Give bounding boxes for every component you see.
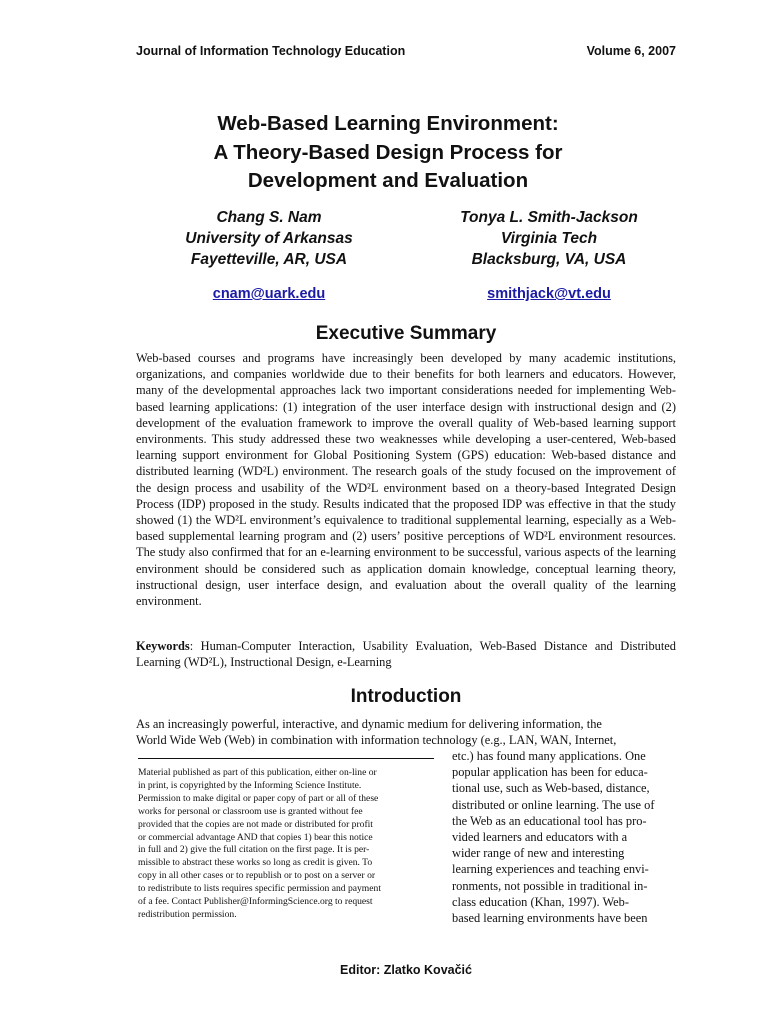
introduction-column [452, 748, 680, 926]
copyright-line: Permission to make digital or paper copy of part or all of these [138, 792, 379, 804]
author-name: Chang S. Nam [216, 209, 322, 226]
title-line: A Theory-Based Design Process for [213, 140, 563, 164]
author-affiliation: University of Arkansas [185, 230, 353, 247]
text-line: based learning environments have been [452, 911, 648, 926]
text-line: wider range of new and interesting [452, 846, 625, 861]
text-line: tional use, such as Web-based, distance, [452, 781, 650, 796]
editor-footer: Editor: Zlatko Kovačić [340, 963, 472, 977]
text-line: distributed or online learning. The use of [452, 797, 655, 812]
executive-summary-heading: Executive Summary [315, 323, 497, 344]
copyright-line: works for personal or classroom use is granted without fee [138, 805, 363, 817]
title-line: Web-Based Learning Environment: [217, 112, 559, 135]
copyright-line: missible to abstract these works so long as credit is given. To [138, 857, 373, 869]
introduction-opening [136, 716, 676, 748]
text-line: World Wide Web (Web) in combination with information technology (e.g., LAN, WAN, Internet, [136, 733, 617, 748]
text-line: the Web as an educational tool has pro- [452, 813, 647, 828]
copyright-line: in print, is copyrighted by the Informing Science Institute. [138, 779, 362, 791]
author-email-link-1[interactable]: cnam@uark.edu [212, 286, 326, 302]
copyright-line: redistribution permission. [138, 908, 237, 920]
journal-name: Journal of Information Technology Education [136, 44, 406, 58]
keywords-label: Keywords [136, 639, 190, 653]
keywords-text: : Human-Computer Interaction, Usability Evaluation, Web-Based Distance and Distributed Learning (WD²L), Instructional Design, e-Learning [136, 639, 676, 670]
author-affiliation: Virginia Tech [500, 230, 598, 247]
author-name: Tonya L. Smith-Jackson [460, 209, 638, 226]
text-line: vided learners and educators with a [452, 830, 628, 845]
copyright-line: or commercial advantage AND that copies 1) bear this notice [138, 831, 373, 843]
text-line: ronments, not possible in traditional in- [452, 878, 648, 893]
executive-summary-body: Web-based courses and programs have increasingly been developed by many academic institutions, organizations, and companies worldwide due to their benefits for both learners and educators. However, many of the developmental approaches lack two important considerations needed for implementing Web-based learning applications: (1) integration of the user interface design with instructional design and (2) development of the evaluation framework to improve the overall quality of Web-based learning support environments. This study addressed these two weaknesses while developing a user-centered, Web-based learning support environment for Global Positioning System (GPS) education: Web-based distance and distributed learning (WD²L) environment. The research goals of the study focused on the improvement of the design process and usability of the WD²L environment based on a theory-based Integrated Design Process (IDP) proposed in the study. Results indicated that the proposed IDP was effective in that the study showed (1) the WD²L environment’s equivalence to traditional supplemental learning, especially as a Web-based supplemental learning program and (2) users’ positive perceptions of WD²L environment resources. The study also confirmed that for an e-learning environment to be successful, various aspects of the learning environment should be considered such as application domain knowledge, conceptual learning theory, instructional design, user interface design, and evaluation about the overall quality of the learning environment. [136, 351, 676, 609]
text-line: As an increasingly powerful, interactive, and dynamic medium for delivering information, the [136, 717, 602, 731]
author-block-1 [134, 207, 404, 270]
author-location: Fayetteville, AR, USA [190, 251, 348, 268]
copyright-line: to redistribute to lists requires specific permission and payment [138, 883, 381, 895]
paper-title [100, 110, 676, 196]
text-line: class education (Khan, 1997). Web- [452, 894, 630, 909]
copyright-line: of a fee. Contact Publisher@InformingScience.org to request [138, 896, 373, 908]
copyright-line: provided that the copies are not made or distributed for profit [138, 818, 373, 830]
introduction-heading: Introduction [350, 686, 462, 707]
text-line: popular application has been for educa- [452, 765, 648, 780]
volume-info: Volume 6, 2007 [586, 44, 676, 58]
text-line: etc.) has found many applications. One [452, 749, 646, 763]
author-block-2 [414, 207, 684, 270]
copyright-line: copy in all other cases or to republish or to post on a server or [138, 870, 376, 882]
copyright-line: Material published as part of this publication, either on-line or [138, 767, 377, 778]
title-line: Development and Evaluation [247, 169, 529, 192]
author-email-link-2[interactable]: smithjack@vt.edu [487, 286, 611, 302]
running-header [136, 44, 676, 58]
copyright-notice [138, 758, 434, 922]
author-location: Blacksburg, VA, USA [471, 251, 627, 268]
keywords-paragraph [136, 638, 676, 670]
text-line: learning experiences and teaching envi- [452, 862, 649, 877]
copyright-line: in full and 2) give the full citation on the first page. It is per- [138, 844, 370, 856]
